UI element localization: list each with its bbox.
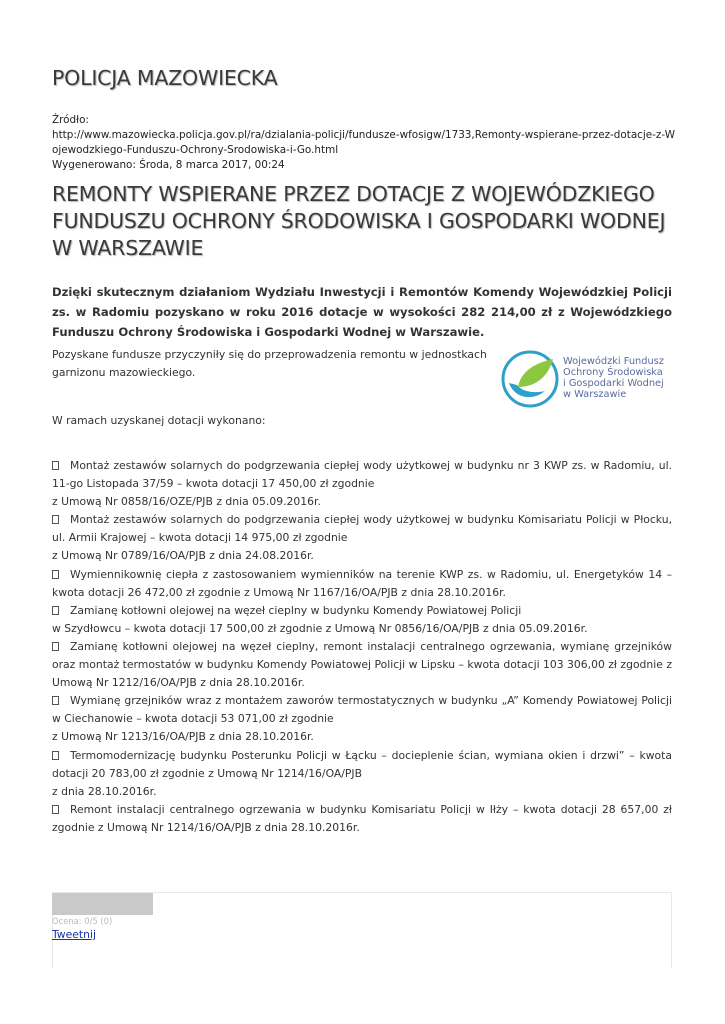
article-lead: Dzięki skutecznym działaniom Wydziału Inwestycji i Remontów Komendy Wojewódzkiej Policji zs. w Radomiu pozyskano w roku 2016 dotacje w wysokości 282 214,00 zł z Wojewódzkiego Funduszu Ochrony Środowiska i Gospodarki Wodnej w Warszawie.: [52, 285, 672, 339]
funded-items-list: [52, 457, 672, 837]
logo-text: [563, 356, 664, 400]
logo-line: Wojewódzki Fundusz: [563, 356, 664, 367]
site-title: POLICJA MAZOWIECKA: [52, 66, 278, 90]
article-title: REMONTY WSPIERANE PRZEZ DOTACJE Z WOJEWÓDZKIEGO FUNDUSZU OCHRONY ŚRODOWISKA I GOSPODARKI WODNEJ W WARSZAWIE: [52, 182, 666, 260]
logo-line: i Gospodarki Wodnej: [563, 378, 664, 389]
list-lead-in: W ramach uzyskanej dotacji wykonano:: [52, 414, 266, 427]
list-item: Montaż zestawów solarnych do podgrzewania ciepłej wody użytkowej w budynku nr 3 KWP zs. w Radomiu, ul. 11-go Listopada 37/59 – kwota dotacji 17 450,00 zł zgodnie z Umową Nr 0858/16/OZE/PJB z dnia 05.09.2016r.: [52, 459, 672, 509]
list-item: Zamianę kotłowni olejowej na węzeł cieplny, remont instalacji centralnego ogrzewania, wymianę grzejników oraz montaż termostatów w budynku Komendy Powiatowej Policji w Lipsku – kwota dotacji 103 306,00 zł zgodnie z Umową Nr 1212/16/OA/PJB z dnia 28.10.2016r.: [52, 639, 672, 690]
leaf-logo-icon: [499, 347, 561, 411]
logo-line: w Warszawie: [563, 389, 627, 400]
tweet-link[interactable]: Tweetnij: [52, 928, 96, 941]
bullet-icon: [52, 751, 59, 760]
bullet-icon: [52, 461, 59, 470]
bullet-icon: [52, 606, 59, 615]
bullet-icon: [52, 515, 59, 524]
bullet-icon: [52, 696, 59, 705]
list-item: Montaż zestawów solarnych do podgrzewania ciepłej wody użytkowej w budynku Komisariatu Policji w Płocku, ul. Armii Krajowej – kwota dotacji 14 975,00 zł zgodnie z Umową Nr 0789/16/OA/PJB z dnia 24.08.2016r.: [52, 513, 672, 563]
bullet-icon: [52, 642, 59, 651]
logo-line: Ochrony Środowiska: [563, 367, 663, 378]
rating-text: Ocena: 0/5 (0): [52, 916, 113, 926]
bullet-icon: [52, 805, 59, 814]
bullet-icon: [52, 570, 59, 579]
article-intro: Pozyskane fundusze przyczyniły się do przeprowadzenia remontu w jednostkach garnizonu mazowieckiego.: [52, 348, 487, 379]
rating-widget[interactable]: [52, 893, 153, 915]
list-item: Termomodernizację budynku Posterunku Policji w Łącku – docieplenie ścian, wymiana okien i drzwi” – kwota dotacji 20 783,00 zł zgodnie z Umową Nr 1214/16/OA/PJB z dnia 28.10.2016r.: [52, 748, 672, 798]
list-item: Wymiennikownię ciepła z zastosowaniem wymienników na terenie KWP zs. w Radomiu, ul. Energetyków 14 – kwota dotacji 26 472,00 zł zgodnie z Umową Nr 1167/16/OA/PJB z dnia 28.10.2016r.: [52, 567, 672, 599]
wfosigw-logo: [499, 347, 672, 411]
list-item: Zamianę kotłowni olejowej na węzeł cieplny w budynku Komendy Powiatowej Policji w Szydłowcu – kwota dotacji 17 500,00 zł zgodnie z Umową Nr 0856/16/OA/PJB z dnia 05.09.2016r.: [52, 603, 588, 635]
generated-date: Wygenerowano: Środa, 8 marca 2017, 00:24: [52, 159, 285, 171]
source-meta: [52, 113, 677, 173]
list-item: Remont instalacji centralnego ogrzewania w budynku Komisariatu Policji w Iłży – kwota dotacji 28 657,00 zł zgodnie z Umową Nr 1214/16/OA/PJB z dnia 28.10.2016r.: [52, 802, 672, 834]
source-url: http://www.mazowiecka.policja.gov.pl/ra/dzialania-policji/fundusze-wfosigw/1733,Remonty-wspierane-przez-dotacje-z-Wojewodzkiego-Funduszu-Ochrony-Srodowiska-i-Go.html: [52, 129, 675, 156]
list-item: Wymianę grzejników wraz z montażem zaworów termostatycznych w budynku „A” Komendy Powiatowej Policji w Ciechanowie – kwota dotacji 53 071,00 zł zgodnie z Umową Nr 1213/16/OA/PJB z dnia 28.10.2016r.: [52, 694, 672, 744]
source-label: Źródło:: [52, 114, 89, 126]
